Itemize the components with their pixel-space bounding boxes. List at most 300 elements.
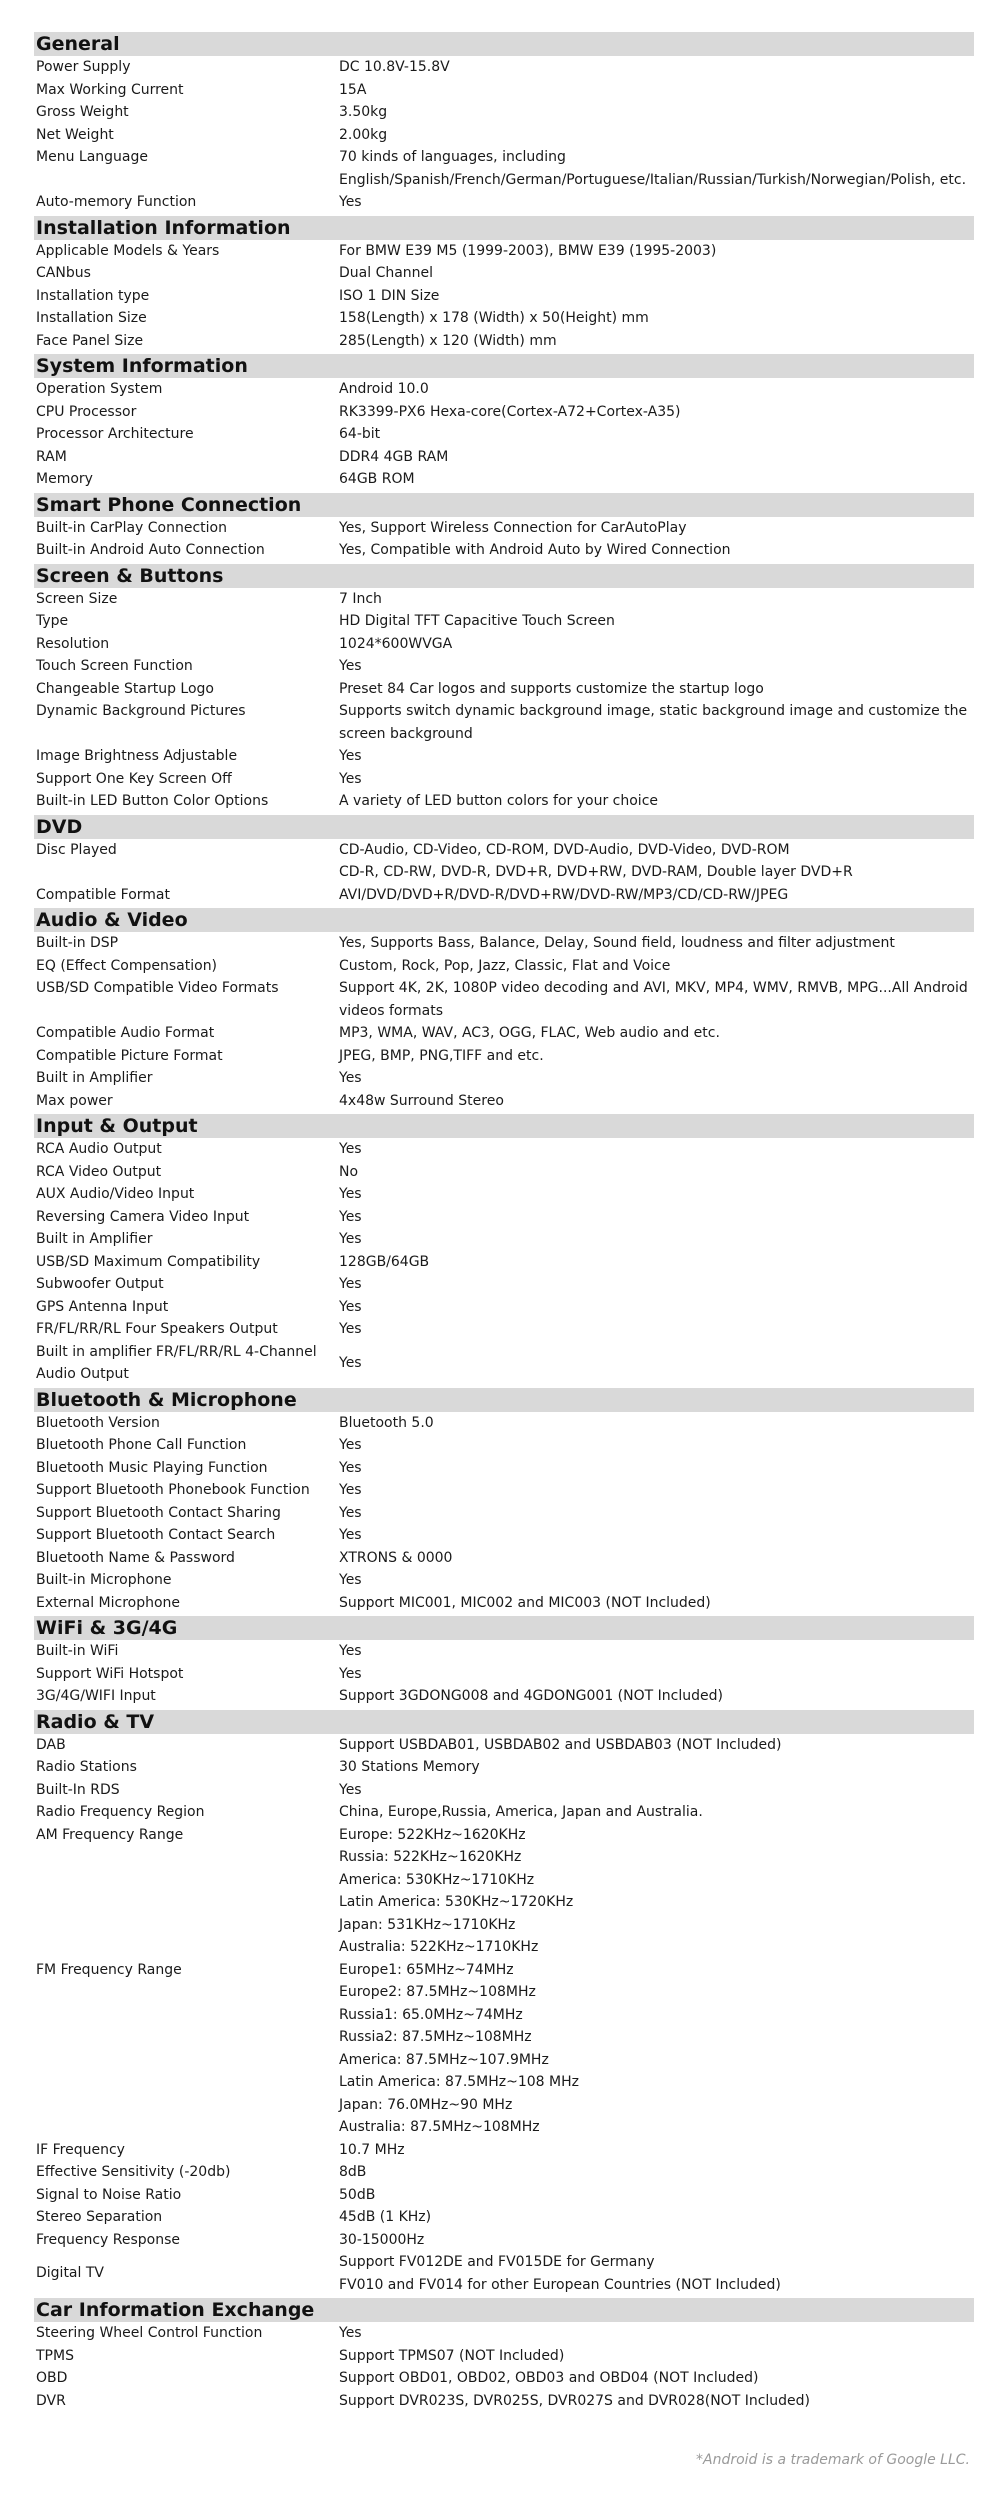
spec-label-line: Stereo Separation <box>36 2209 163 2225</box>
spec-label-line: RCA Video Output <box>36 1163 162 1180</box>
spec-row <box>34 2367 974 2390</box>
spec-label-line: Disc Played <box>36 841 117 858</box>
spec-value-line: Russia1: 65.0MHz~74MHz <box>339 2006 523 2023</box>
spec-label <box>34 745 339 768</box>
section-heading: WiFi & 3G/4G <box>34 1616 974 1640</box>
spec-value <box>339 2367 974 2390</box>
spec-label <box>34 790 339 813</box>
footnote: *Android is a trademark of Google LLC. <box>696 2452 970 2468</box>
spec-label <box>34 1801 339 1824</box>
spec-value <box>339 378 974 401</box>
spec-value-line: Yes <box>339 1186 362 1202</box>
spec-value-line: 70 kinds of languages, including <box>339 149 566 165</box>
spec-label-line: Effective Sensitivity (-20db) <box>36 2164 231 2180</box>
spec-row <box>34 2345 974 2368</box>
spec-label-line: Subwoofer Output <box>36 1276 164 1292</box>
spec-value-line: 64GB ROM <box>339 471 415 487</box>
spec-label-line: Memory <box>36 471 93 487</box>
spec-label <box>34 884 339 907</box>
spec-value-line: Yes <box>339 1665 362 1682</box>
spec-label <box>34 1341 339 1386</box>
spec-label <box>34 1412 339 1435</box>
spec-label <box>34 1183 339 1206</box>
spec-value <box>339 700 974 745</box>
spec-value <box>339 1412 974 1435</box>
spec-value <box>339 839 974 884</box>
spec-value-line: Supports switch dynamic background image, static background image and customize the <box>339 703 968 719</box>
spec-label <box>34 2229 339 2252</box>
spec-value <box>339 468 974 491</box>
spec-value <box>339 1228 974 1251</box>
spec-value <box>339 955 974 978</box>
spec-label <box>34 655 339 678</box>
spec-value-line: Yes <box>339 1459 362 1476</box>
section-heading: Input & Output <box>34 1114 974 1138</box>
spec-row <box>34 1801 974 1824</box>
spec-row <box>34 884 974 907</box>
spec-value-line: JPEG, BMP, PNG,TIFF and etc. <box>339 1047 544 1064</box>
spec-row <box>34 56 974 79</box>
spec-label-line: Compatible Picture Format <box>36 1047 223 1064</box>
spec-row <box>34 517 974 540</box>
spec-row <box>34 1296 974 1319</box>
spec-label-line: Compatible Format <box>36 886 170 903</box>
spec-row <box>34 1341 974 1386</box>
spec-row <box>34 378 974 401</box>
spec-row <box>34 1228 974 1251</box>
spec-label <box>34 1434 339 1457</box>
spec-row <box>34 124 974 147</box>
spec-value <box>339 401 974 424</box>
spec-label <box>34 2367 339 2390</box>
section-heading: Car Information Exchange <box>34 2298 974 2322</box>
spec-label <box>34 517 339 540</box>
spec-label-line: Steering Wheel Control Function <box>36 2325 263 2341</box>
spec-label-line: Max power <box>36 1092 113 1109</box>
spec-label <box>34 1161 339 1184</box>
spec-row <box>34 2139 974 2162</box>
spec-value-line: Yes <box>339 1504 362 1521</box>
spec-label <box>34 378 339 401</box>
spec-value <box>339 932 974 955</box>
spec-value <box>339 101 974 124</box>
spec-label-line: Support Bluetooth Contact Search <box>36 1527 276 1543</box>
spec-table <box>34 30 974 2412</box>
spec-row <box>34 839 974 884</box>
spec-value-line: Yes <box>339 770 362 787</box>
spec-label-line: Digital TV <box>36 2265 104 2282</box>
spec-label-line: Installation type <box>36 287 150 304</box>
spec-value <box>339 262 974 285</box>
spec-value <box>339 1318 974 1341</box>
spec-value-line: 158(Length) x 178 (Width) x 50(Height) mm <box>339 310 649 326</box>
spec-label <box>34 79 339 102</box>
spec-value-line: 10.7 MHz <box>339 2141 405 2158</box>
spec-label-line: Auto-memory Function <box>36 194 197 210</box>
spec-value-line: Support OBD01, OBD02, OBD03 and OBD04 (NOT Included) <box>339 2370 759 2386</box>
spec-value <box>339 790 974 813</box>
spec-value <box>339 1161 974 1184</box>
spec-row <box>34 307 974 330</box>
spec-row <box>34 1959 974 2139</box>
spec-value <box>339 1434 974 1457</box>
spec-label-line: Built-in DSP <box>36 935 119 951</box>
spec-row <box>34 1434 974 1457</box>
spec-label-line: Signal to Noise Ratio <box>36 2186 182 2203</box>
spec-value <box>339 1756 974 1779</box>
spec-row <box>34 1161 974 1184</box>
spec-value-line: Support 4K, 2K, 1080P video decoding and AVI, MKV, MP4, WMV, RMVB, MPG...All Android <box>339 980 968 996</box>
spec-row <box>34 2390 974 2413</box>
spec-value <box>339 2206 974 2229</box>
spec-value <box>339 1640 974 1663</box>
spec-value <box>339 2390 974 2413</box>
spec-label-line: Processor Architecture <box>36 426 194 442</box>
spec-value-line: Yes <box>339 1070 362 1086</box>
spec-value-line: DDR4 4GB RAM <box>339 448 449 465</box>
spec-row <box>34 977 974 1022</box>
spec-row <box>34 1569 974 1592</box>
spec-value-line: 45dB (1 KHz) <box>339 2209 432 2225</box>
spec-label-line: Face Panel Size <box>36 332 144 349</box>
spec-label <box>34 2161 339 2184</box>
spec-value-line: For BMW E39 M5 (1999-2003), BMW E39 (1995-2003) <box>339 242 717 259</box>
spec-label <box>34 1663 339 1686</box>
spec-value-line: Yes, Compatible with Android Auto by Wired Connection <box>339 542 731 558</box>
section-heading: General <box>34 32 974 56</box>
spec-label-line: RAM <box>36 448 67 465</box>
spec-label <box>34 1251 339 1274</box>
spec-label <box>34 1502 339 1525</box>
spec-label <box>34 768 339 791</box>
spec-label <box>34 633 339 656</box>
spec-row <box>34 1138 974 1161</box>
spec-label-line: Built-In RDS <box>36 1781 120 1798</box>
spec-value <box>339 2345 974 2368</box>
spec-label-line: Changeable Startup Logo <box>36 680 215 697</box>
spec-value-line: Support MIC001, MIC002 and MIC003 (NOT Included) <box>339 1594 711 1611</box>
spec-row <box>34 768 974 791</box>
spec-value-line: Yes <box>339 1482 362 1498</box>
spec-label <box>34 1457 339 1480</box>
spec-row <box>34 700 974 745</box>
spec-label <box>34 839 339 884</box>
spec-value <box>339 1569 974 1592</box>
spec-label-line: Frequency Response <box>36 2231 181 2248</box>
spec-value <box>339 633 974 656</box>
spec-value-line: CD-R, CD-RW, DVD-R, DVD+R, DVD+RW, DVD-RAM, Double layer DVD+R <box>339 864 853 880</box>
spec-label-line: DAB <box>36 1736 66 1753</box>
spec-value <box>339 655 974 678</box>
spec-value-line: 50dB <box>339 2186 376 2203</box>
spec-label <box>34 2251 339 2296</box>
spec-value <box>339 1067 974 1090</box>
spec-value-line: 30 Stations Memory <box>339 1759 480 1775</box>
spec-label <box>34 56 339 79</box>
spec-label <box>34 1592 339 1615</box>
spec-label <box>34 446 339 469</box>
spec-label-line: Bluetooth Phone Call Function <box>36 1437 247 1453</box>
spec-label-line: External Microphone <box>36 1594 181 1611</box>
spec-value <box>339 1138 974 1161</box>
spec-label <box>34 1524 339 1547</box>
spec-label-line: Image Brightness Adjustable <box>36 748 238 764</box>
spec-value-line: Yes <box>339 1572 362 1588</box>
spec-value-line: Yes <box>339 1354 362 1371</box>
spec-label-line: IF Frequency <box>36 2141 125 2158</box>
spec-label-line: Gross Weight <box>36 104 129 120</box>
spec-value <box>339 1273 974 1296</box>
section-heading: DVD <box>34 815 974 839</box>
spec-row <box>34 1640 974 1663</box>
spec-value <box>339 124 974 147</box>
spec-label-line: OBD <box>36 2370 68 2386</box>
spec-value-line: America: 530KHz~1710KHz <box>339 1871 535 1888</box>
spec-label-line: Compatible Audio Format <box>36 1025 215 1041</box>
spec-value-line: 1024*600WVGA <box>339 635 453 652</box>
spec-label <box>34 977 339 1022</box>
spec-label <box>34 678 339 701</box>
spec-label-line: FR/FL/RR/RL Four Speakers Output <box>36 1321 278 1337</box>
spec-label-line: Type <box>36 613 69 629</box>
spec-row <box>34 655 974 678</box>
spec-value <box>339 1045 974 1068</box>
spec-value <box>339 1479 974 1502</box>
spec-value <box>339 1457 974 1480</box>
spec-label-line: Radio Stations <box>36 1759 137 1775</box>
spec-row <box>34 262 974 285</box>
spec-value-line: Russia: 522KHz~1620KHz <box>339 1849 522 1865</box>
spec-value <box>339 2184 974 2207</box>
section-heading: Bluetooth & Microphone <box>34 1388 974 1412</box>
spec-row <box>34 1663 974 1686</box>
spec-row <box>34 2161 974 2184</box>
spec-label <box>34 1045 339 1068</box>
spec-value-line: XTRONS & 0000 <box>339 1549 453 1566</box>
spec-label-line: Support WiFi Hotspot <box>36 1665 184 1682</box>
spec-label <box>34 1479 339 1502</box>
spec-value-line: Support 3GDONG008 and 4GDONG001 (NOT Included) <box>339 1688 723 1704</box>
spec-value-line: CD-Audio, CD-Video, CD-ROM, DVD-Audio, DVD-Video, DVD-ROM <box>339 841 790 858</box>
spec-value <box>339 191 974 214</box>
spec-value-line: HD Digital TFT Capacitive Touch Screen <box>339 613 615 629</box>
spec-value <box>339 1734 974 1757</box>
spec-value <box>339 146 974 191</box>
spec-label <box>34 2206 339 2229</box>
spec-row <box>34 446 974 469</box>
spec-row <box>34 2322 974 2345</box>
spec-label <box>34 423 339 446</box>
spec-row <box>34 610 974 633</box>
spec-row <box>34 1412 974 1435</box>
spec-label-line: Built in amplifier FR/FL/RR/RL 4-Channel <box>36 1343 317 1360</box>
spec-label-line: CANbus <box>36 265 91 281</box>
spec-row <box>34 2229 974 2252</box>
spec-value-line: 15A <box>339 81 367 98</box>
spec-value-line: screen background <box>339 725 473 742</box>
spec-label-line: Radio Frequency Region <box>36 1804 205 1820</box>
spec-value-line: Support FV012DE and FV015DE for Germany <box>339 2254 655 2270</box>
spec-row <box>34 240 974 263</box>
spec-row <box>34 2251 974 2296</box>
spec-value-line: Yes <box>339 1437 362 1453</box>
spec-value <box>339 1824 974 1959</box>
spec-value <box>339 1206 974 1229</box>
spec-label <box>34 1734 339 1757</box>
spec-value <box>339 330 974 353</box>
spec-value-line: Yes <box>339 194 362 210</box>
spec-value-line: ISO 1 DIN Size <box>339 287 440 304</box>
spec-value-line: 64-bit <box>339 426 381 442</box>
spec-label-line: USB/SD Compatible Video Formats <box>36 980 279 996</box>
spec-value <box>339 610 974 633</box>
spec-label-line: Audio Output <box>36 1366 129 1382</box>
spec-row <box>34 1045 974 1068</box>
spec-label <box>34 468 339 491</box>
spec-value-line: English/Spanish/French/German/Portuguese/Italian/Russian/Turkish/Norwegian/Polish, etc. <box>339 171 967 188</box>
spec-row <box>34 932 974 955</box>
spec-label <box>34 1273 339 1296</box>
spec-label-line: Built-in WiFi <box>36 1643 119 1659</box>
spec-row <box>34 1524 974 1547</box>
spec-label-line: Built in Amplifier <box>36 1070 153 1086</box>
spec-label-line: Applicable Models & Years <box>36 242 220 259</box>
spec-row <box>34 1067 974 1090</box>
spec-value <box>339 517 974 540</box>
spec-value <box>339 1251 974 1274</box>
spec-value-line: RK3399-PX6 Hexa-core(Cortex-A72+Cortex-A35) <box>339 403 681 420</box>
spec-value <box>339 240 974 263</box>
spec-value <box>339 2229 974 2252</box>
spec-row <box>34 745 974 768</box>
spec-value-line: Yes <box>339 1527 362 1543</box>
spec-value <box>339 1959 974 2139</box>
spec-value-line: AVI/DVD/DVD+R/DVD-R/DVD+RW/DVD-RW/MP3/CD/CD-RW/JPEG <box>339 886 789 903</box>
spec-value-line: Latin America: 530KHz~1720KHz <box>339 1894 574 1910</box>
spec-value-line: Bluetooth 5.0 <box>339 1414 434 1431</box>
spec-row <box>34 633 974 656</box>
spec-value <box>339 977 974 1022</box>
spec-row <box>34 285 974 308</box>
spec-label <box>34 1318 339 1341</box>
spec-value <box>339 1547 974 1570</box>
spec-label-line: Resolution <box>36 635 110 652</box>
spec-row <box>34 1779 974 1802</box>
spec-value-line: China, Europe,Russia, America, Japan and Australia. <box>339 1804 703 1820</box>
spec-value <box>339 307 974 330</box>
spec-row <box>34 1824 974 1959</box>
spec-label-line: Net Weight <box>36 126 114 143</box>
spec-label-line: CPU Processor <box>36 403 137 420</box>
spec-row <box>34 588 974 611</box>
spec-label-line: AM Frequency Range <box>36 1826 184 1843</box>
spec-value-line: Australia: 522KHz~1710KHz <box>339 1939 539 1955</box>
spec-label-line: Built-in Android Auto Connection <box>36 542 265 558</box>
spec-value <box>339 423 974 446</box>
spec-value-line: Yes <box>339 1208 362 1225</box>
spec-label <box>34 700 339 745</box>
spec-value <box>339 588 974 611</box>
spec-label-line: Bluetooth Name & Password <box>36 1549 235 1566</box>
spec-row <box>34 2206 974 2229</box>
spec-label <box>34 146 339 191</box>
spec-label-line: Operation System <box>36 381 163 397</box>
spec-value <box>339 2139 974 2162</box>
spec-label-line: Built-in CarPlay Connection <box>36 519 227 536</box>
spec-label <box>34 1090 339 1113</box>
spec-value-line: Yes <box>339 1321 362 1337</box>
spec-label <box>34 1756 339 1779</box>
spec-value <box>339 1779 974 1802</box>
spec-value-line: Russia2: 87.5MHz~108MHz <box>339 2029 532 2045</box>
spec-row <box>34 1547 974 1570</box>
spec-row <box>34 678 974 701</box>
spec-label <box>34 401 339 424</box>
spec-value-line: Europe2: 87.5MHz~108MHz <box>339 1984 536 2000</box>
spec-value-line: 8dB <box>339 2164 367 2180</box>
spec-value-line: Yes, Supports Bass, Balance, Delay, Sound field, loudness and filter adjustment <box>339 935 895 951</box>
spec-row <box>34 1756 974 1779</box>
spec-value-line: DC 10.8V-15.8V <box>339 59 450 75</box>
spec-value-line: MP3, WMA, WAV, AC3, OGG, FLAC, Web audio and etc. <box>339 1025 720 1041</box>
section-heading: Audio & Video <box>34 908 974 932</box>
spec-value-line: A variety of LED button colors for your choice <box>339 793 659 809</box>
spec-label <box>34 262 339 285</box>
spec-value <box>339 79 974 102</box>
spec-label-line: EQ (Effect Compensation) <box>36 957 218 974</box>
spec-label <box>34 1296 339 1319</box>
spec-value-line: Europe: 522KHz~1620KHz <box>339 1826 526 1843</box>
spec-label-line: Built-in LED Button Color Options <box>36 793 269 809</box>
spec-label <box>34 1640 339 1663</box>
spec-value-line: Yes <box>339 1781 362 1798</box>
spec-label <box>34 1824 339 1959</box>
spec-label <box>34 191 339 214</box>
spec-label-line: Menu Language <box>36 149 148 165</box>
spec-value-line: 4x48w Surround Stereo <box>339 1092 504 1109</box>
spec-label-line: Reversing Camera Video Input <box>36 1208 250 1225</box>
spec-value <box>339 678 974 701</box>
spec-label-line: Max Working Current <box>36 81 184 98</box>
spec-value-line: videos formats <box>339 1002 443 1019</box>
spec-value <box>339 1502 974 1525</box>
section-heading: Smart Phone Connection <box>34 493 974 517</box>
spec-label-line: Support One Key Screen Off <box>36 770 232 787</box>
spec-label <box>34 2139 339 2162</box>
spec-row <box>34 1183 974 1206</box>
spec-value-line: Yes, Support Wireless Connection for CarAutoPlay <box>339 519 687 536</box>
spec-row <box>34 539 974 562</box>
spec-value-line: 7 Inch <box>339 590 382 607</box>
spec-value-line: Japan: 76.0MHz~90 MHz <box>339 2096 513 2113</box>
spec-value <box>339 884 974 907</box>
section-heading: System Information <box>34 354 974 378</box>
spec-value <box>339 2161 974 2184</box>
spec-row <box>34 1022 974 1045</box>
spec-row <box>34 330 974 353</box>
spec-label <box>34 1959 339 2139</box>
section-heading: Screen & Buttons <box>34 564 974 588</box>
spec-value <box>339 539 974 562</box>
spec-row <box>34 1734 974 1757</box>
spec-value-line: Yes <box>339 1276 362 1292</box>
spec-label-line: Touch Screen Function <box>36 658 193 674</box>
spec-label <box>34 1547 339 1570</box>
spec-value-line: Android 10.0 <box>339 381 429 397</box>
spec-label <box>34 539 339 562</box>
spec-label-line: AUX Audio/Video Input <box>36 1186 195 1202</box>
spec-label <box>34 330 339 353</box>
